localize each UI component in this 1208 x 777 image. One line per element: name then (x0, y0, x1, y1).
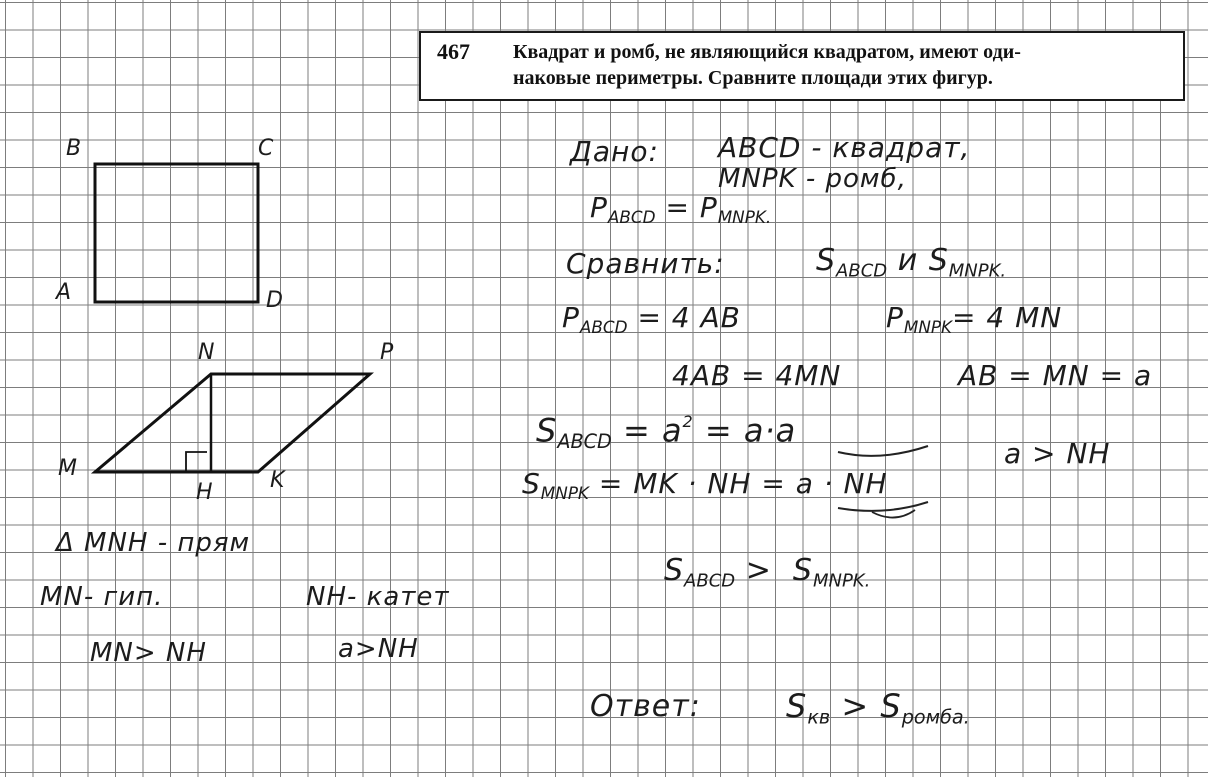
vertex-label-b: B (66, 136, 82, 161)
underline-a-a (838, 446, 928, 456)
note-triangle-right: Δ MNH - прям (56, 528, 251, 558)
vertex-label-m: M (58, 456, 77, 481)
result-comparison: $S_{ABCD} > S_{MNPK.}$ (664, 553, 871, 592)
answer-value: $S_{кв} > S_{ромба.}$ (786, 687, 970, 729)
problem-text-line-2: наковые периметры. Сравните площади этих фигур. (513, 67, 993, 89)
note-a-gt-nh: a>NH (338, 634, 419, 664)
vertex-label-n: N (198, 340, 215, 365)
compare-areas: $S_{ABCD}$ и $S_{MNPK.}$ (816, 243, 1007, 282)
equation-ab-mn-a: AB = MN = a (958, 359, 1153, 392)
perimeter-rhombus: $P_{MNPK}= 4$ MN (886, 301, 1063, 337)
note-leg: NH- катет (306, 582, 450, 612)
given-square: ABCD - квадрат, (718, 131, 971, 164)
right-angle-mark (186, 452, 207, 472)
underline-a-nh-1 (838, 502, 928, 511)
area-square: $S_{ABCD} = a^2 = a\cdot a$ (536, 411, 797, 454)
vertex-label-a: A (56, 280, 72, 305)
compare-label: Сравнить: (566, 247, 725, 280)
vertex-label-d: D (266, 288, 283, 313)
rhombus-mnpk (95, 374, 370, 472)
note-mn-gt-nh: MN> NH (90, 638, 207, 668)
problem-text-line-1: Квадрат и ромб, не являющийся квадратом, имеют оди- (513, 41, 1021, 63)
given-rhombus: MNPK - ромб, (718, 164, 907, 194)
vertex-label-p: P (380, 340, 394, 365)
given-perimeters-equal: $P_{ABCD} = P_{MNPK.}$ (590, 191, 772, 227)
underline-a-nh-2 (872, 510, 915, 518)
vertex-label-h: H (196, 480, 213, 505)
problem-text (513, 39, 1173, 91)
compare-a-nh: a > NH (1004, 437, 1111, 470)
vertex-label-c: C (258, 136, 274, 161)
equation-4ab-4mn: 4AB = 4MN (672, 359, 842, 392)
vertex-label-k: K (270, 468, 285, 493)
answer-label: Ответ: (590, 689, 701, 724)
problem-statement-box (419, 31, 1185, 101)
perimeter-square: $P_{ABCD} = 4$ AB (562, 301, 741, 337)
square-abcd (95, 164, 258, 302)
given-label: Дано: (570, 135, 659, 168)
problem-number: 467 (437, 39, 470, 64)
note-hypotenuse: MN- гип. (40, 582, 164, 612)
area-rhombus: $S_{MNPK}$ = MK · NH = a · NH (522, 467, 888, 503)
